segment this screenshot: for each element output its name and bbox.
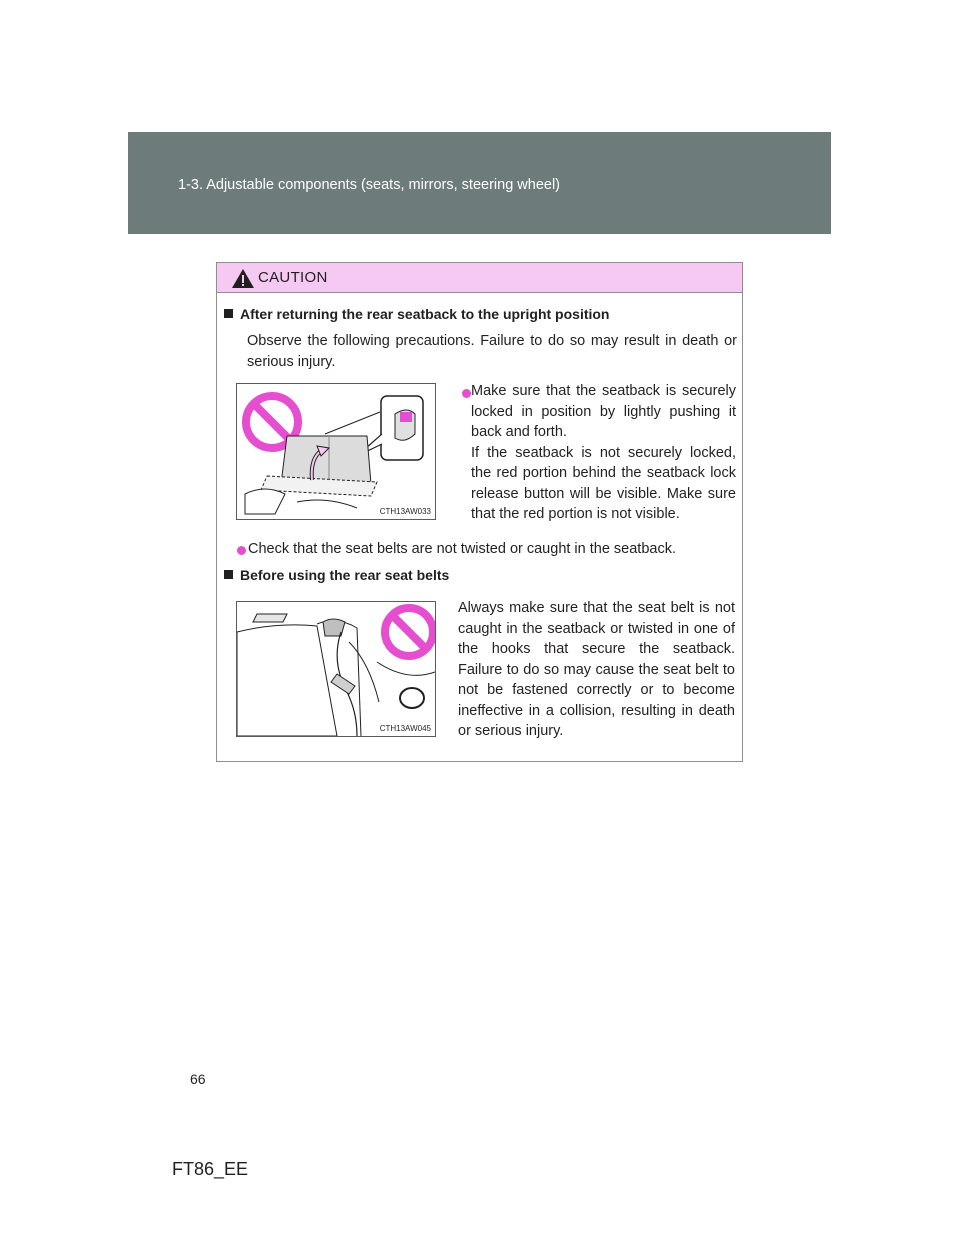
intro-text: Observe the following precautions. Failure to do so may result in death or serious injury.	[247, 333, 737, 370]
rear-seat-belt-text: Always make sure that the seat belt is not caught in the seatback or twisted in one of the hooks that secure the seatback. Failure to do so may cause the seat belt to not be fastened correctly or to become ineffective in a collision, resulting in death or serious injury.	[458, 600, 735, 739]
seat-belt-illustration	[237, 602, 435, 736]
seat-belt-figure	[236, 601, 436, 737]
caution-header	[217, 263, 742, 293]
document-code: FT86_EE	[172, 1159, 249, 1179]
heading-upright-position: After returning the rear seatback to the upright position	[224, 306, 609, 322]
caution-label: CAUTION	[258, 269, 328, 286]
square-bullet-icon	[224, 309, 233, 318]
section-title: 1-3. Adjustable components (seats, mirrors, steering wheel)	[178, 177, 561, 193]
figure-code: CTH13AW033	[379, 507, 431, 516]
seatback-illustration	[237, 384, 435, 519]
seatback-figure	[236, 383, 436, 520]
bullet-belts-not-twisted: Check that the seat belts are not twisted or caught in the seatback.	[248, 541, 676, 557]
figure-code: CTH13AW045	[379, 724, 431, 733]
round-bullet-icon	[462, 389, 471, 398]
page-number: 66	[190, 1071, 206, 1087]
bullet-seatback-locked: Make sure that the seatback is securely locked in position by lightly pushing it back and forth. If the seatback is not securely locked, the red portion behind the seatback lock release button will be visible. Make sure that the red portion is not visible.	[471, 383, 736, 522]
warning-triangle-icon	[231, 268, 255, 289]
heading-rear-seat-belts: Before using the rear seat belts	[224, 567, 449, 583]
caution-box	[216, 262, 743, 762]
square-bullet-icon	[224, 570, 233, 579]
round-bullet-icon	[237, 546, 246, 555]
section-header	[128, 132, 831, 234]
